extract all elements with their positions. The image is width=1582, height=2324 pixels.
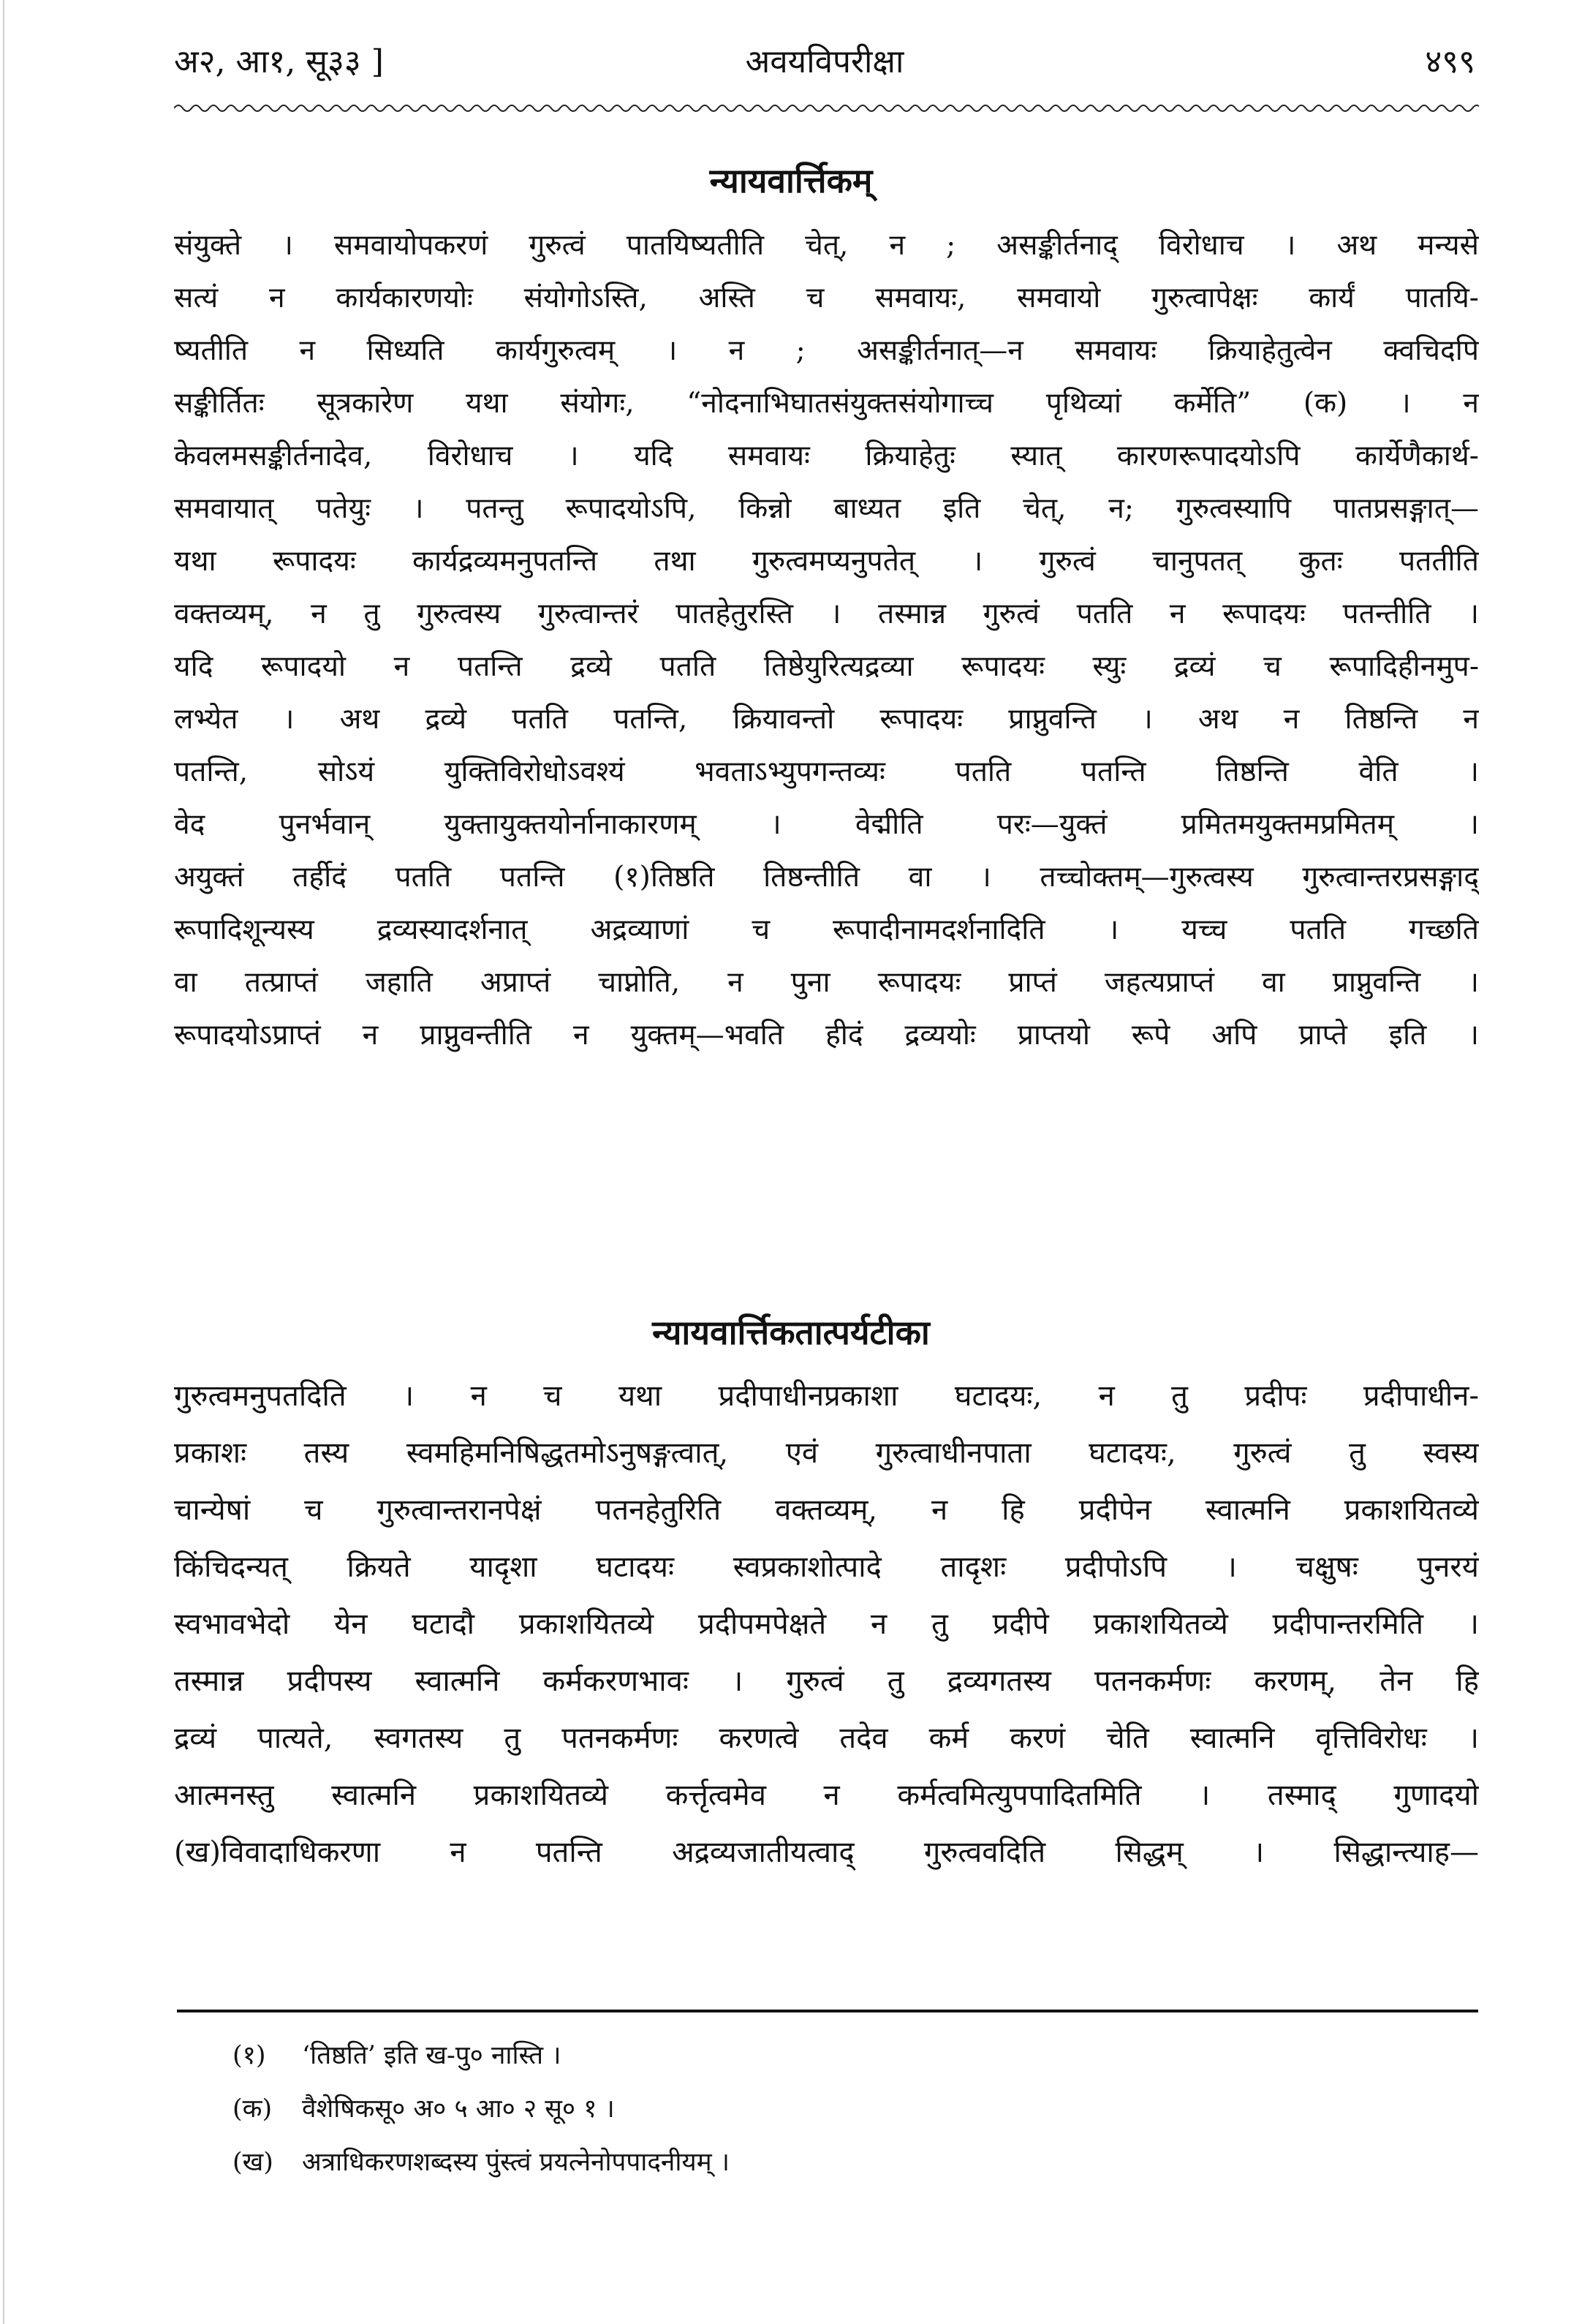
text-line: प्रकाशः तस्य स्वमहिमनिषिद्धतमोऽनुषङ्गत्वात्, एवं गुरुत्वाधीनपाता घटादयः, गुरुत्वं तु स्वस्य xyxy=(174,1436,1479,1470)
footnote xyxy=(232,2136,1439,2189)
text-line: केवलमसङ्कीर्तनादेव, विरोधाच । यदि समवायः क्रियाहेतुः स्यात् कारणरूपादयोऽपि कार्येणैकार्थ- xyxy=(174,439,1479,472)
footnote-text: अत्राधिकरणशब्दस्य पुंस्त्वं प्रयत्नेनोपपादनीयम् । xyxy=(302,2148,730,2177)
footnotes xyxy=(232,2029,1439,2189)
text-line: सत्यं न कार्यकारणयोः संयोगोऽस्ति, अस्ति च समवायः, समवायो गुरुत्वापेक्षः कार्यं पातयि- xyxy=(174,282,1479,314)
text-line: वेद पुनर्भवान् युक्तायुक्तयोर्नानाकारणम् । वेद्मीति परः—युक्तं प्रमितमयुक्तमप्रमितम् । xyxy=(174,808,1479,841)
text-line: लभ्येत । अथ द्रव्ये पतति पतन्ति, क्रियावन्तो रूपादयः प्राप्नुवन्ति । अथ न तिष्ठन्ति न xyxy=(174,703,1479,736)
wavy-divider xyxy=(174,99,1479,117)
page-number: ४९९ xyxy=(1425,43,1475,80)
text-line: आत्मनस्तु स्वात्मनि प्रकाशयितव्ये कर्त्तृत्वमेव न कर्मत्वमित्युपपादितमिति । तस्माद् गुणादयो xyxy=(174,1778,1479,1812)
tatparyatika-text xyxy=(174,1367,1479,1881)
text-line: चान्येषां च गुरुत्वान्तरानपेक्षं पतनहेतुरिति वक्तव्यम्, न हि प्रदीपेन स्वात्मनि प्रकाशयितव्ये xyxy=(174,1493,1479,1527)
footnote-text: ‘तिष्ठति’ इति ख-पु० नास्ति । xyxy=(302,2041,561,2070)
section-title-tatparyatika: न्यायवार्त्तिकतात्पर्यटीका xyxy=(652,1313,930,1352)
text-line: गुरुत्वमनुपतदिति । न च यथा प्रदीपाधीनप्रकाशा घटादयः, न तु प्रदीपः प्रदीपाधीन- xyxy=(174,1379,1479,1413)
text-line: अयुक्तं तर्हीदं पतति पतन्ति (१)तिष्ठति तिष्ठन्तीति वा । तच्चोक्तम्—गुरुत्वस्य गुरुत्वान्तरप्रसङ्गाद् xyxy=(174,861,1479,894)
header-title: अवयविपरीक्षा xyxy=(745,43,904,80)
footnote-label: (ख) xyxy=(232,2148,273,2177)
header-reference: अ२, आ१, सू३३ ] xyxy=(174,43,384,80)
footnote-label: (१) xyxy=(232,2041,266,2070)
footnote-label: (क) xyxy=(232,2094,273,2124)
scan-edge xyxy=(3,0,4,2324)
text-line: पतन्ति, सोऽयं युक्तिविरोधोऽवश्यं भवताऽभ्युपगन्तव्यः पतति पतन्ति तिष्ठन्ति वेति । xyxy=(174,755,1479,788)
text-line: ष्यतीति न सिध्यति कार्यगुरुत्वम् । न ; असङ्कीर्तनात्—न समवायः क्रियाहेतुत्वेन क्वचिदपि xyxy=(174,334,1479,367)
text-line: स्वभावभेदो येन घटादौ प्रकाशयितव्ये प्रदीपमपेक्षते न तु प्रदीपे प्रकाशयितव्ये प्रदीपान्तरमिति । xyxy=(174,1607,1479,1641)
text-line: वा तत्प्राप्तं जहाति अप्राप्तं चाप्नोति, न पुना रूपादयः प्राप्तं जहत्यप्राप्तं वा प्राप्नुवन्ति । xyxy=(174,966,1479,999)
text-line: रूपादयोऽप्राप्तं न प्राप्नुवन्तीति न युक्तम्—भवति हीदं द्रव्ययोः प्राप्तयो रूपे अपि प्राप्ते इति । xyxy=(174,1019,1479,1052)
footnote-rule xyxy=(177,2010,1478,2012)
text-line: किंचिदन्यत् क्रियते यादृशा घटादयः स्वप्रकाशोत्पादे तादृशः प्रदीपोऽपि । चक्षुषः पुनरयं xyxy=(174,1550,1479,1584)
text-line: यथा रूपादयः कार्यद्रव्यमनुपतन्ति तथा गुरुत्वमप्यनुपतेत् । गुरुत्वं चानुपतत् कुतः पततीति xyxy=(174,545,1479,578)
text-line: सङ्कीर्तितः सूत्रकारेण यथा संयोगः, “नोदनाभिघातसंयुक्तसंयोगाच्च पृथिव्यां कर्मेति” (क) । न xyxy=(174,387,1479,420)
text-line: रूपादिशून्यस्य द्रव्यस्यादर्शनात् अद्रव्याणां च रूपादीनामदर्शनादिति । यच्च पतति गच्छति xyxy=(174,913,1479,946)
footnote xyxy=(232,2029,1439,2083)
section-title-nyayavarttika: न्यायवार्त्तिकम् xyxy=(709,161,873,200)
footnote-text: वैशेषिकसू० अ० ५ आ० २ सू० १ । xyxy=(302,2094,615,2124)
text-line: यदि रूपादयो न पतन्ति द्रव्ये पतति तिष्ठेयुरित्यद्रव्या रूपादयः स्युः द्रव्यं च रूपादिहीनमुप- xyxy=(174,650,1479,683)
nyayavarttika-text xyxy=(174,219,1479,1062)
text-line: तस्मान्न प्रदीपस्य स्वात्मनि कर्मकरणभावः । गुरुत्वं तु द्रव्यगतस्य पतनकर्मणः करणम्, तेन हि xyxy=(174,1664,1479,1698)
page-header xyxy=(174,38,1475,97)
text-line: द्रव्यं पात्यते, स्वगतस्य तु पतनकर्मणः करणत्वे तदेव कर्म करणं चेति स्वात्मनि वृत्तिविरोधः । xyxy=(174,1721,1479,1755)
footnote xyxy=(232,2083,1439,2136)
text-line: वक्तव्यम्, न तु गुरुत्वस्य गुरुत्वान्तरं पातहेतुरस्ति । तस्मान्न गुरुत्वं पतति न रूपादयः पतन्तीति । xyxy=(174,597,1479,630)
text-line: संयुक्ते । समवायोपकरणं गुरुत्वं पातयिष्यतीति चेत्, न ; असङ्कीर्तनाद् विरोधाच । अथ मन्यसे xyxy=(174,229,1479,262)
text-line: समवायात् पतेयुः । पतन्तु रूपादयोऽपि, किन्नो बाध्यत इति चेत्, न; गुरुत्वस्यापि पातप्रसङ्गात्— xyxy=(174,492,1479,525)
text-line: (ख)विवादाधिकरणा न पतन्ति अद्रव्यजातीयत्वाद् गुरुत्ववदिति सिद्धम् । सिद्धान्त्याह— xyxy=(174,1836,1479,1869)
